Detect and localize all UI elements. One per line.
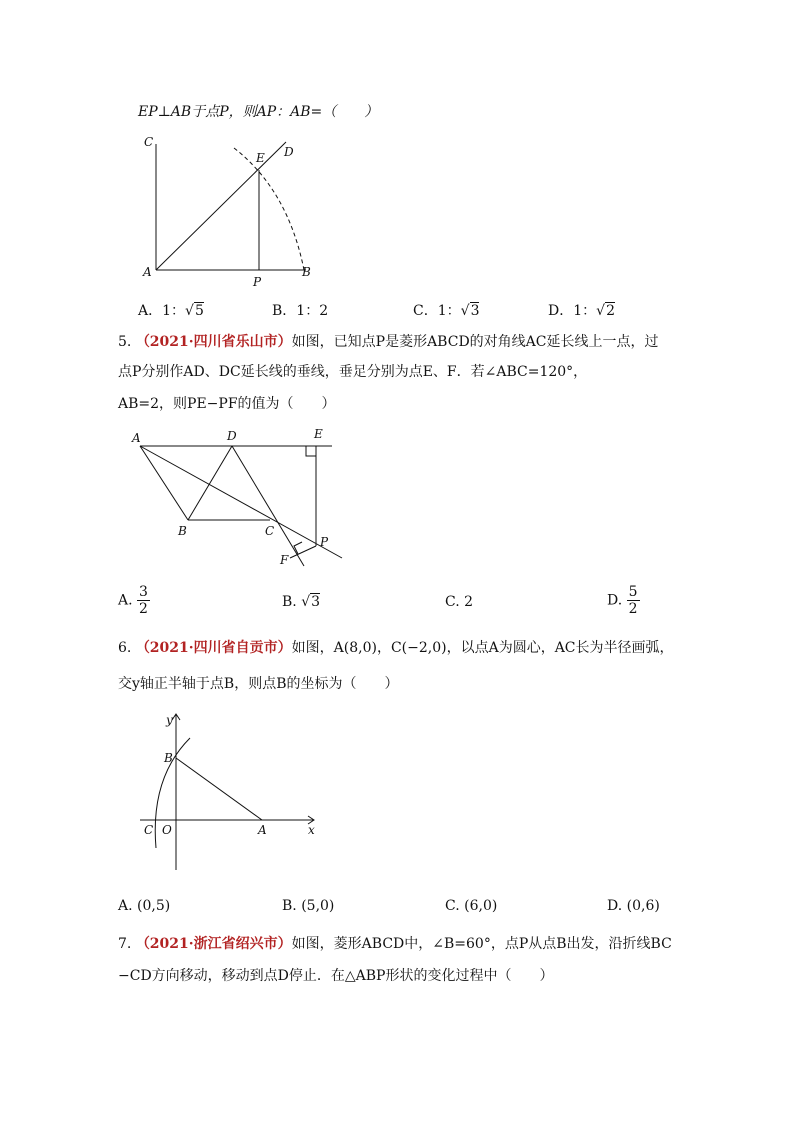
q6-label-c: C bbox=[144, 823, 154, 837]
q4-label-e: E bbox=[256, 151, 265, 165]
q5-option-c[interactable]: C. 2 bbox=[445, 594, 474, 610]
q4-option-a[interactable]: A．1：√5 bbox=[138, 303, 204, 319]
q4-label-c: C bbox=[144, 135, 154, 149]
q5-figure bbox=[130, 424, 360, 574]
q6-label-a: A bbox=[258, 823, 267, 837]
q5-source: （2021·四川省乐山市） bbox=[135, 334, 292, 350]
q6-option-b[interactable]: B. (5,0) bbox=[282, 898, 335, 914]
q4-label-p: P bbox=[253, 275, 262, 289]
q5-label-c: C bbox=[265, 524, 275, 538]
q5-label-b: B bbox=[178, 524, 187, 538]
q5-label-a: A bbox=[132, 431, 141, 445]
q4-option-c[interactable]: C．1：√3 bbox=[413, 303, 480, 319]
q5-label-p: P bbox=[320, 535, 329, 549]
q5-line2: 点P分别作AD、DC延长线的垂线，垂足分别为点E、F．若∠ABC=120°， bbox=[118, 364, 588, 380]
q6-label-b: B bbox=[164, 751, 173, 765]
q6-label-o: O bbox=[162, 823, 172, 837]
q6-label-x: x bbox=[308, 823, 315, 837]
q7-number: 7. bbox=[118, 936, 132, 952]
q5-label-f: F bbox=[280, 553, 289, 567]
q4-label-b: B bbox=[302, 265, 311, 279]
q7-source: （2021·浙江省绍兴市） bbox=[135, 936, 292, 952]
q6-option-c[interactable]: C. (6,0) bbox=[445, 898, 498, 914]
q5-line1: 5. （2021·四川省乐山市）如图，已知点P是菱形ABCD的对角线AC延长线上一点，过 bbox=[118, 334, 659, 350]
q4-tail-text: EP⊥AB于点P，则AP：AB=（ ） bbox=[138, 104, 379, 120]
q4-option-d[interactable]: D．1：√2 bbox=[548, 303, 615, 319]
q5-label-e: E bbox=[314, 427, 323, 441]
q4-label-d: D bbox=[284, 145, 294, 159]
q4-figure bbox=[138, 128, 338, 288]
q6-option-a[interactable]: A. (0,5) bbox=[118, 898, 171, 914]
q5-number: 5. bbox=[118, 334, 132, 350]
q6-option-d[interactable]: D. (0,6) bbox=[607, 898, 660, 914]
q7-line1: 7. （2021·浙江省绍兴市）如图，菱形ABCD中，∠B=60°，点P从点B出发，沿折线BC bbox=[118, 936, 672, 952]
q4-option-b[interactable]: B．1：2 bbox=[272, 303, 329, 319]
q7-line2: −CD方向移动，移动到点D停止．在△ABP形状的变化过程中（ ） bbox=[118, 968, 554, 984]
q6-figure bbox=[134, 708, 334, 878]
q4-label-a: A bbox=[143, 265, 152, 279]
q6-line2: 交y轴正半轴于点B，则点B的坐标为（ ） bbox=[118, 676, 399, 692]
q6-source: （2021·四川省自贡市） bbox=[135, 640, 292, 656]
q5-line3: AB=2，则PE−PF的值为（ ） bbox=[118, 396, 336, 412]
q6-line1: 6. （2021·四川省自贡市）如图，A(8,0)，C(−2,0)，以点A为圆心，AC长为半径画弧， bbox=[118, 640, 674, 656]
q5-option-a[interactable]: A. $\frac{3}{2}$ bbox=[118, 584, 148, 617]
q5-option-b[interactable]: B. √3 bbox=[282, 594, 321, 610]
q6-number: 6. bbox=[118, 640, 132, 656]
q5-option-d[interactable]: D. $\frac{5}{2}$ bbox=[607, 584, 638, 617]
q5-label-d: D bbox=[227, 429, 237, 443]
q6-label-y: y bbox=[166, 713, 173, 727]
